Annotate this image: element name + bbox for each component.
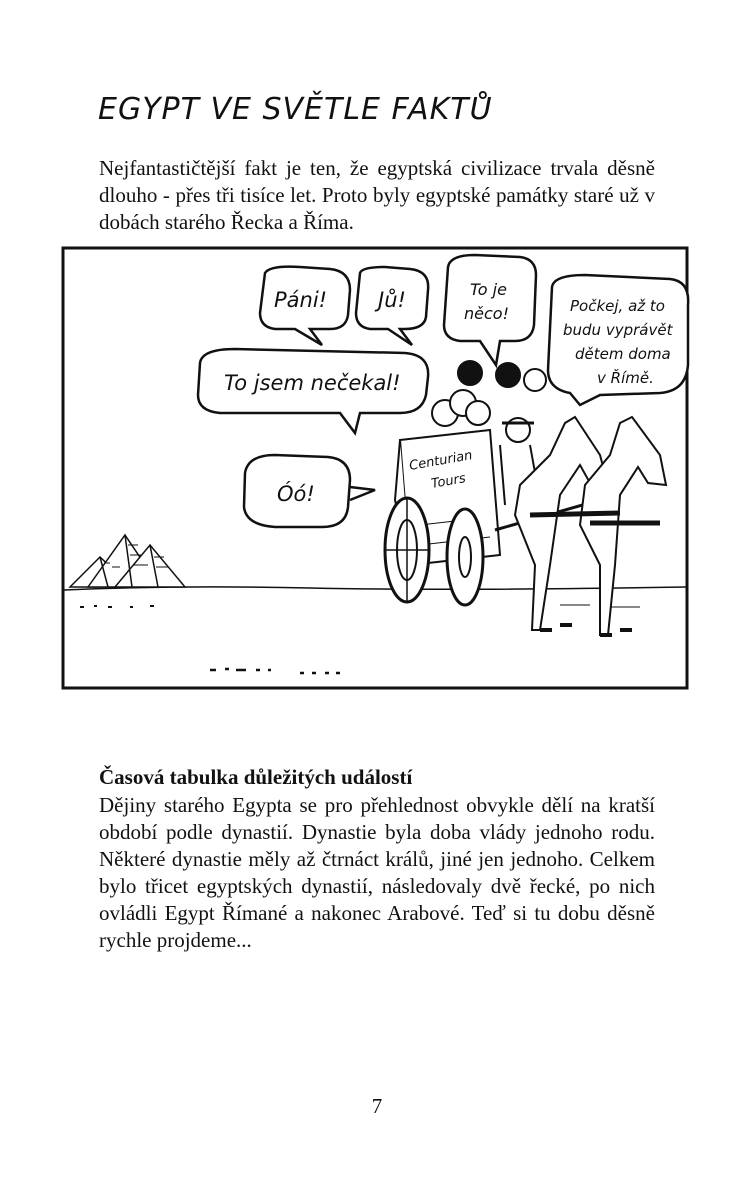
bubble-pockej-line1: Počkej, až to <box>570 297 665 315</box>
ground-lines <box>64 587 686 673</box>
section-heading: Časová tabulka důležitých událostí <box>99 765 413 789</box>
bubble-ju-text: Jů! <box>378 288 406 312</box>
bubble-oo-text: Óó! <box>277 482 315 506</box>
bubble-pockej-line2: budu vyprávět <box>563 321 673 339</box>
bubble-necekal-text: To jsem nečekal! <box>224 371 401 395</box>
page-number: 7 <box>371 1094 383 1118</box>
cart-sign-line1: Centurian <box>408 448 474 474</box>
intro-paragraph: Nejfantastičtější fakt je ten, že egyptská civilizace trvala děsně dlouho - přes tři tisíce let. Proto byly egyptské památky staré už v dobách starého Řecka a Říma. <box>99 156 655 234</box>
page-title: EGYPT VE SVĚTLE FAKTŮ <box>98 92 493 127</box>
horses-drawing <box>515 417 666 635</box>
bubble-pockej-line4: v Římě. <box>597 369 654 387</box>
pyramids-drawing <box>70 535 185 587</box>
bubble-to-je-neco-line1: To je <box>470 280 507 299</box>
section-paragraph: Dějiny starého Egypta se pro přehlednost obvykle dělí na kratší období podle dynastií. Dynastie byla doba vlády jednoho rodu. Některé dynastie měly až čtrnáct králů, jiné jen jednoho. Celkem bylo třicet egyptských dynastií, následovaly dvě řecké, po nich ovládli Egypt Římané a nakonec Arabové. Teď si tu dobu děsně rychle projdeme... <box>99 793 655 952</box>
bubble-pani-text: Páni! <box>274 288 328 312</box>
cartoon-illustration <box>60 245 690 691</box>
bubble-pockej-line3: dětem doma <box>575 345 671 363</box>
cart-sign-line2: Tours <box>430 471 467 492</box>
bubble-to-je-neco-line2: něco! <box>464 304 509 323</box>
